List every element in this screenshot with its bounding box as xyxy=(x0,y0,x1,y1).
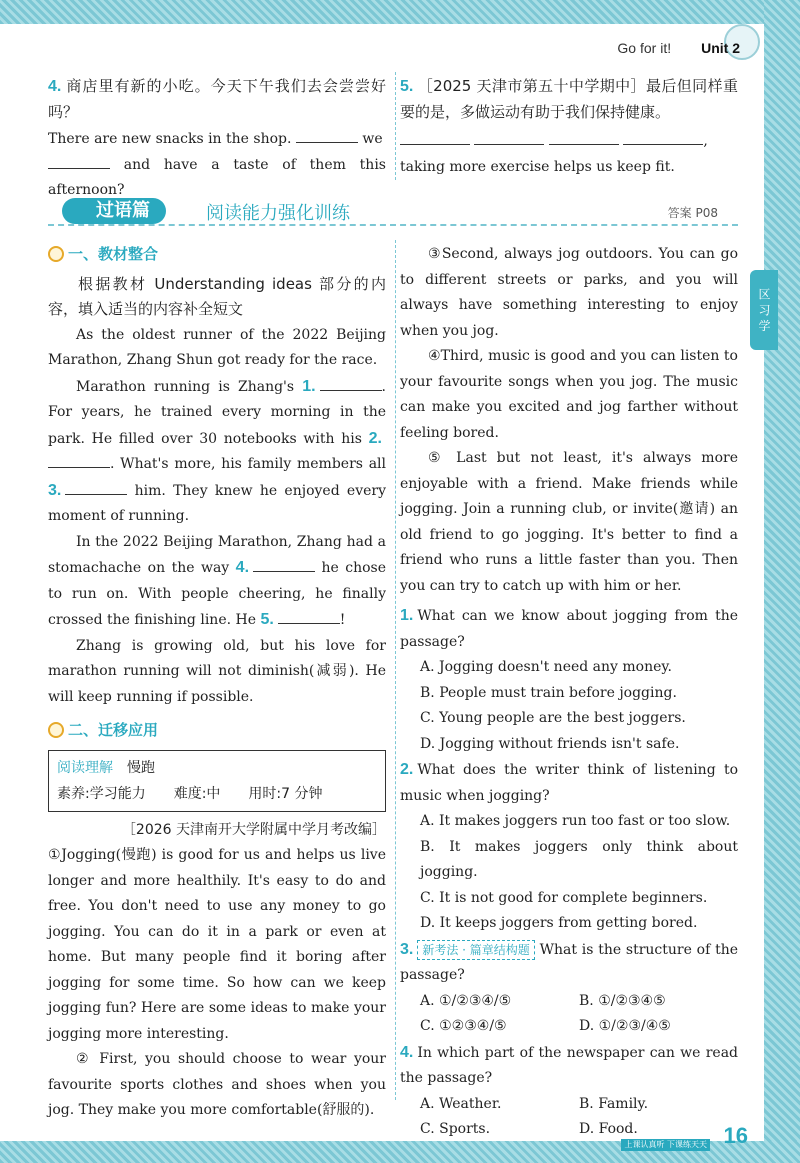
flower-icon xyxy=(48,246,64,262)
section-heading xyxy=(48,242,386,268)
page-number: 16 xyxy=(723,1123,748,1148)
side-tab[interactable]: 区 习 学 xyxy=(750,270,778,350)
question-en: taking more exercise helps us keep fit. xyxy=(400,158,675,175)
passage-paragraph: ①Jogging(慢跑) is good for us and helps us live longer and more healthily. It's easy to do and free. You don't need to use any money to go jogging. You can do it in a park or even at home. But many people find it boring after jogging for some time. So how can we keep jogging fun? Here are some ideas to make your jogging more interesting. xyxy=(48,847,386,1042)
answer-blank[interactable] xyxy=(48,454,110,468)
column-divider xyxy=(395,72,396,180)
right-column xyxy=(400,242,738,1143)
source-note: ［2026 天津南开大学附属中学月考改编］ xyxy=(121,821,386,838)
answer-blank[interactable] xyxy=(623,131,703,145)
question-stem: What is the structure of the passage? xyxy=(400,941,738,983)
passage-paragraph: ② First, you should choose to wear your favourite sports clothes and shoes when you jog. They make you more comfortable(舒服的). xyxy=(48,1051,386,1118)
passage-paragraph: ⑤ Last but not least, it's always more enjoyable with a friend. Make friends while jogging. Join a running club, or invite(邀请) an old friend to go jogging. It's better to find a friend who runs a little faster than you. Then you can try to catch up with him or her. xyxy=(400,450,738,594)
option-a[interactable]: A. It makes joggers run too fast or too slow. xyxy=(420,813,731,829)
option-b[interactable]: B. Family. xyxy=(579,1095,649,1112)
question-stem: What can we know about jogging from the passage? xyxy=(400,608,738,650)
question-number: 5. xyxy=(400,78,414,95)
question-number: 4. xyxy=(48,78,62,95)
question-en: There are new snacks in the shop. xyxy=(48,131,292,147)
option-c[interactable]: C. Young people are the best joggers. xyxy=(420,710,686,726)
header-title: Go for it! xyxy=(617,40,672,56)
passage-paragraph: ③Second, always jog outdoors. You can go to different streets or parks, and you will always have something interesting to enjoy when you jog. xyxy=(400,246,738,339)
option-d[interactable]: D. ①/②③/④⑤ xyxy=(579,1018,671,1034)
answer-blank[interactable] xyxy=(65,481,127,495)
section-banner xyxy=(48,196,738,226)
section-heading xyxy=(48,718,386,744)
question-4: 4. In which part of the newspaper can we read the passage? A. Weather. B. Family. C. Sports. D. Food. xyxy=(400,1040,738,1143)
paragraph: As the oldest runner of the 2022 Beijing Marathon, Zhang Shun got ready for the race. xyxy=(48,326,386,368)
passage-paragraph: ④Third, music is good and you can listen to your favourite songs when you jog. The music can make you excited and jog farther without feeling bored. xyxy=(400,348,738,441)
answer-blank[interactable] xyxy=(48,155,110,169)
option-a[interactable]: A. Jogging doesn't need any money. xyxy=(420,659,672,675)
question-stem: What does the writer think of listening to music when jogging? xyxy=(400,762,738,804)
question-3: 3. 新考法 · 篇章结构题 What is the structure of the passage? A. ①/②③④/⑤ B. ①/②③④⑤ C. ①②③④/⑤ D. ①/②③/④⑤ xyxy=(400,937,738,1040)
question-cn: ［2025 天津市第五十中学期中］最后但同样重要的是，多做运动有助于我们保持健康。 xyxy=(400,77,738,121)
question-en: and have a taste of them this afternoon? xyxy=(48,156,386,198)
option-c[interactable]: C. ①②③④/⑤ xyxy=(420,1018,507,1034)
footer-logo: 上课认真听 下课练天天 xyxy=(621,1139,710,1151)
answer-blank[interactable] xyxy=(253,558,315,572)
flower-icon xyxy=(48,722,64,738)
section-title: 二、迁移应用 xyxy=(68,721,159,739)
question-en: we xyxy=(362,131,383,147)
punctuation: , xyxy=(703,133,708,149)
top-question-4 xyxy=(48,74,386,204)
answer-blank[interactable] xyxy=(296,129,358,143)
option-a[interactable]: A. Weather. xyxy=(420,1095,502,1112)
answer-blank[interactable] xyxy=(474,131,544,145)
section-title: 一、教材整合 xyxy=(68,245,159,263)
answer-blank[interactable] xyxy=(320,377,382,391)
top-question-5 xyxy=(400,74,738,180)
question-tag: 新考法 · 篇章结构题 xyxy=(417,940,534,960)
column-divider xyxy=(395,240,396,1100)
instruction: 根据教材 Understanding ideas 部分的内容，填入适当的内容补全短文 xyxy=(48,274,386,318)
header-unit: Unit 2 xyxy=(701,40,740,56)
box-label: 阅读理解 xyxy=(57,759,113,776)
option-d[interactable]: D. Food. xyxy=(579,1121,638,1137)
option-b[interactable]: B. People must train before jogging. xyxy=(420,684,677,701)
box-topic: 慢跑 xyxy=(127,759,155,776)
question-stem: In which part of the newspaper can we read the passage? xyxy=(400,1044,738,1086)
answer-blank[interactable] xyxy=(400,131,470,145)
question-2: 2. What does the writer think of listening to music when jogging? A. It makes joggers run too fast or too slow. B. It makes joggers only think about jogging. C. It is not good for complete beginners. D. It keeps joggers from getting bored. xyxy=(400,757,738,937)
top-decor-band xyxy=(0,0,800,24)
banner-title: 过语篇 xyxy=(62,198,166,224)
option-b[interactable]: B. It makes joggers only think about jogging. xyxy=(420,838,738,880)
box-meta: 素养:学习能力 难度:中 用时:7 分钟 xyxy=(57,785,323,802)
question-1: 1. What can we know about jogging from the passage? A. Jogging doesn't need any money. B. People must train before jogging. C. Young people are the best joggers. D. Jogging without friends isn't safe. xyxy=(400,603,738,757)
answer-blank[interactable] xyxy=(549,131,619,145)
answer-blank[interactable] xyxy=(278,610,340,624)
option-c[interactable]: C. Sports. xyxy=(420,1121,491,1137)
paragraph: In the 2022 Beijing Marathon, Zhang had a stomachache on the way 4. he chose to run on. With people cheering, he finally crossed the finishing line. He 5. ! xyxy=(48,533,387,628)
option-d[interactable]: D. It keeps joggers from getting bored. xyxy=(420,915,698,931)
page-header xyxy=(617,40,740,56)
answer-ref: 答案 P08 xyxy=(667,206,718,220)
option-a[interactable]: A. ①/②③④/⑤ xyxy=(420,992,512,1009)
paragraph: Zhang is growing old, but his love for marathon running will not diminish(减弱). He will keep running if possible. xyxy=(48,637,386,705)
left-column xyxy=(48,242,386,1124)
option-b[interactable]: B. ①/②③④⑤ xyxy=(579,992,666,1009)
option-d[interactable]: D. Jogging without friends isn't safe. xyxy=(420,735,680,752)
right-decor-band xyxy=(764,0,800,1163)
option-c[interactable]: C. It is not good for complete beginners. xyxy=(420,889,708,906)
banner-subtitle: 阅读能力强化训练 xyxy=(206,203,350,224)
paragraph: Marathon running is Zhang's 1. . For years, he trained every morning in the park. He filled over 30 notebooks with his 2.. What's more, his family members all 3. him. They knew he enjoyed every moment of running. xyxy=(48,377,386,524)
question-cn: 商店里有新的小吃。今天下午我们去会尝尝好吗？ xyxy=(48,77,386,121)
info-box xyxy=(48,750,386,812)
